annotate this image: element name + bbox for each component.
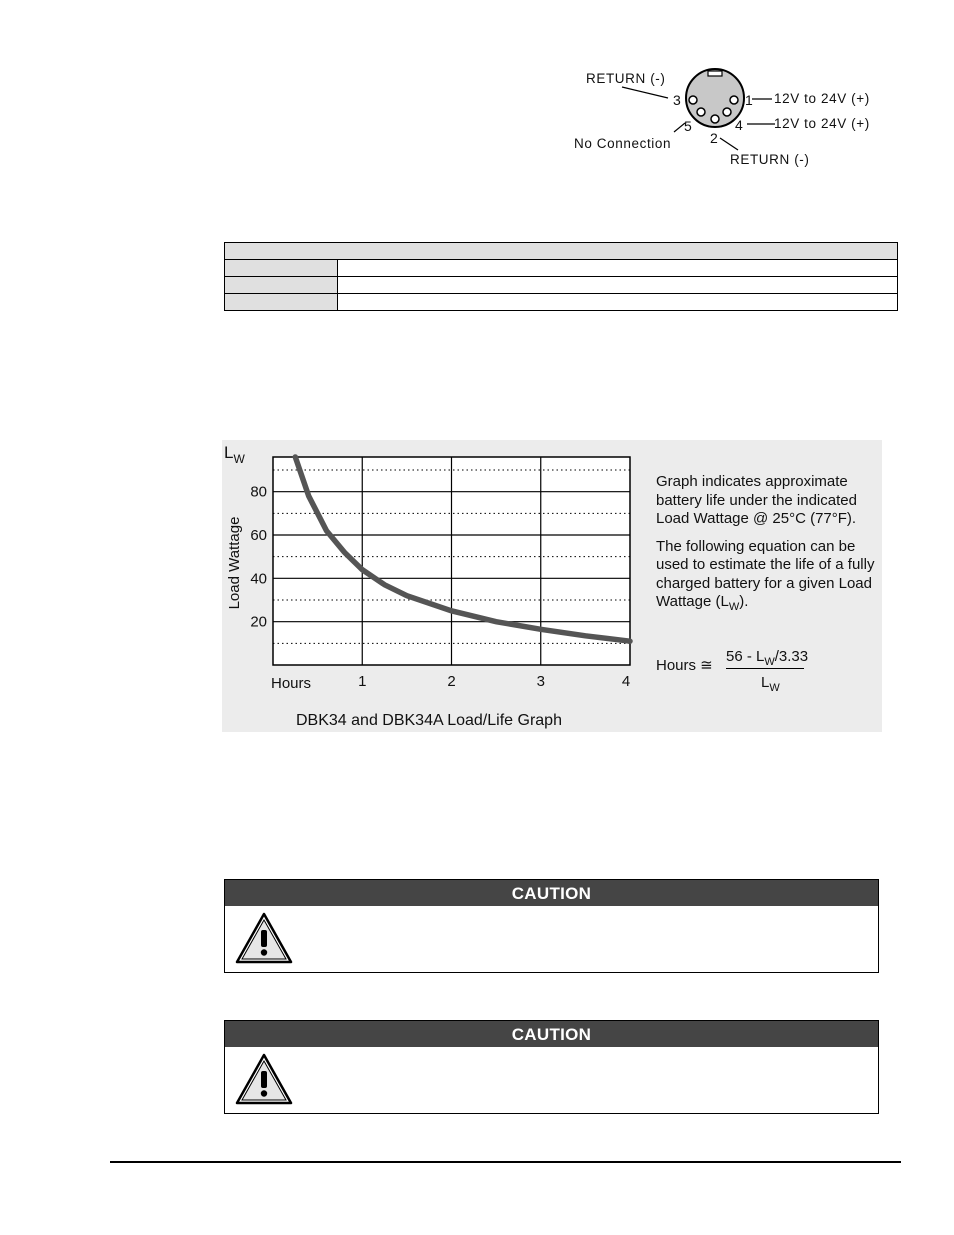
x-tick-label: 1	[358, 673, 367, 690]
caution-body	[225, 906, 878, 972]
no-connection-label: No Connection	[574, 136, 672, 151]
y-tick-label: 20	[250, 613, 267, 631]
warning-triangle-icon	[235, 1053, 293, 1105]
pin-5-number: 5	[684, 118, 692, 134]
pin1-label: 12V to 24V (+)	[774, 91, 870, 106]
table-row	[225, 293, 897, 310]
table-row	[225, 276, 897, 293]
x-tick-label: 4	[621, 673, 631, 690]
pin-4-number: 4	[735, 117, 743, 133]
caution-heading: CAUTION	[225, 880, 878, 906]
description-paragraph-2: The following equation can be used to estimate the life of a fully charged battery for a given Load Wattage $(L_W)$.	[656, 537, 875, 613]
table-row	[225, 259, 897, 276]
graph-title: DBK34 and DBK34A Load/Life Graph	[296, 712, 562, 729]
y-unit-label: $L_W$	[224, 443, 245, 466]
pin4-label: 12V to 24V (+)	[774, 116, 870, 131]
fraction-bar	[726, 668, 804, 669]
caution-heading: CAUTION	[225, 1021, 878, 1047]
caution-box	[224, 1020, 879, 1114]
spec-table	[224, 242, 898, 311]
x-tick-label: 3	[536, 673, 545, 690]
pin-2-number: 2	[710, 130, 718, 146]
y-tick-label: 60	[250, 527, 267, 544]
table-header-row	[225, 243, 897, 259]
footer-rule	[110, 1161, 901, 1163]
graph-description	[656, 473, 884, 626]
return-label-top: RETURN (-)	[586, 71, 666, 86]
y-tick-label: 40	[250, 570, 267, 588]
pin-3-number: 3	[673, 92, 681, 108]
x-tick-label: 2	[447, 673, 456, 690]
caution-box	[224, 879, 879, 973]
equation-numerator: $56 - L_W/3.33$	[726, 648, 809, 668]
pin-1-number: 1	[745, 92, 753, 108]
equation-denominator: $L_W$	[761, 674, 780, 694]
return-label-bottom: RETURN (-)	[730, 152, 810, 167]
warning-triangle-icon	[235, 912, 293, 964]
caution-body	[225, 1047, 878, 1113]
description-paragraph-1: Graph indicates approximate battery life under the indicated Load Wattage @ 25°C (77°F).	[656, 473, 857, 527]
y-tick-label: 80	[250, 483, 267, 501]
load-life-chart	[222, 440, 652, 700]
equation-lhs: Hours ≅	[656, 657, 713, 674]
x-axis-title: Hours	[271, 675, 312, 692]
y-axis-title: Load Wattage	[226, 516, 243, 610]
